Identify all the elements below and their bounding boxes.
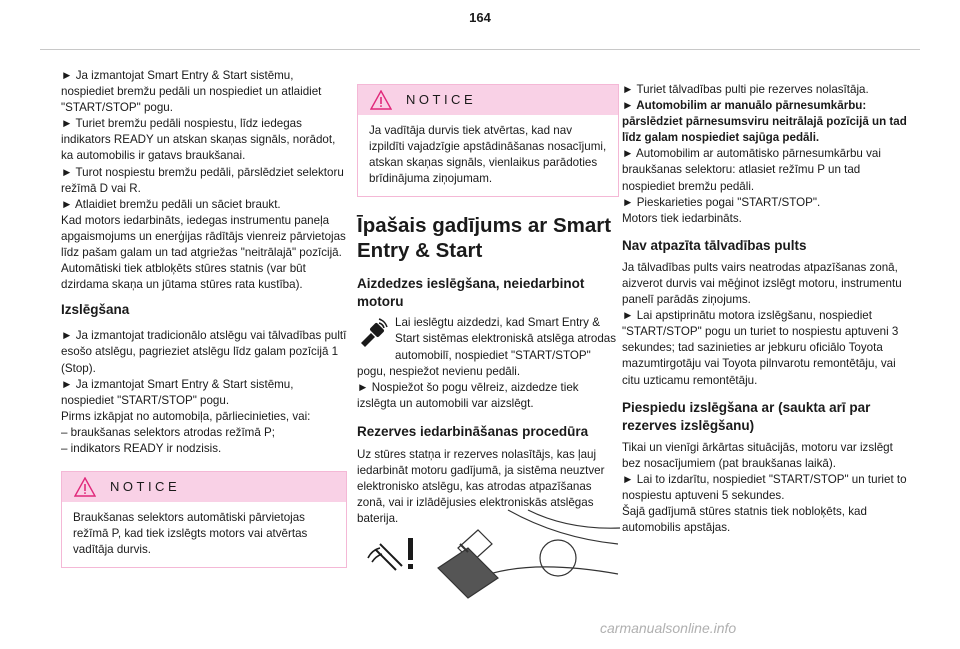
paragraph: ► Atlaidiet bremžu pedāli un sāciet braukt. <box>61 197 281 211</box>
page-number: 164 <box>469 10 491 25</box>
section-heading: Izslēgšana <box>61 302 130 318</box>
column-2 <box>357 84 619 527</box>
key-fob-icon <box>357 317 389 349</box>
subsection-heading: Piespiedu izslēgšana ar (saukta arī par rezerves izslēgšanu) <box>622 399 871 433</box>
subsection-heading: Rezerves iedarbināšanas procedūra <box>357 423 589 439</box>
header-rule <box>40 49 920 50</box>
warning-icon <box>74 477 96 497</box>
paragraph: ► Ja izmantojat Smart Entry & Start sistēmu, nospiediet bremžu pedāli un nospiediet un atlaidiet "START/STOP" pogu. <box>61 69 322 115</box>
paragraph: ► Lai to izdarītu, nospiediet "START/STOP" un turiet to nospiestu aptuveni 5 sekundes. <box>622 472 907 502</box>
paragraph: Kad motors iedarbināts, iedegas instrumentu paneļa apgaismojums un enerģijas rādītājs vienreiz pārvietojas līdz pašam galam un tad atgriežas "neitrālajā" pozīcijā. Automātiski tiek atbloķēts stūres statnis (var būt dzirdama skaņa un jūtama stūres rata kustība). <box>61 213 346 292</box>
column-1 <box>61 68 347 568</box>
paragraph: ► Turiet bremžu pedāli nospiestu, līdz iedegas indikators READY un atskan skaņas signāls, norādot, ka automobilis ir gatavs braukšanai. <box>61 117 336 163</box>
ignition-paragraph <box>357 315 619 379</box>
paragraph: Šajā gadījumā stūres statnis tiek nobloķēts, kad automobilis apstājas. <box>622 504 867 535</box>
subsection-heading: Aizdedzes ieslēgšana, neiedarbinot motoru <box>357 276 585 310</box>
section-title: Īpašais gadījums ar Smart Entry & Start <box>357 214 612 263</box>
remote-warning-icon <box>368 538 413 570</box>
paragraph: ► Lai apstiprinātu motora izslēgšanu, nospiediet "START/STOP" pogu un turiet to nospiestu aptuveni 3 sekundes; tad sazinieties ar jebkuru oficiālo Toyota mazumtirgotāju vai Toyota pilnvarotu remontētāju, vai citu uzticamu remontētāju. <box>622 309 899 387</box>
notice-header <box>62 472 346 502</box>
steering-column-drawing <box>438 510 620 598</box>
paragraph: ► Pieskarieties pogai "START/STOP". <box>622 195 821 209</box>
paragraph: ► Turiet tālvadības pulti pie rezerves nolasītāja. <box>622 83 869 96</box>
notice-title: NOTICE <box>110 479 181 495</box>
paragraph: Motors tiek iedarbināts. <box>622 211 742 225</box>
paragraph: ► Turot nospiestu bremžu pedāli, pārslēdziet selektoru režīmā D vai R. <box>61 165 344 195</box>
notice-text: Braukšanas selektors automātiski pārvietojas režīmā P, kad tiek izslēgts motors vai atvērtas vadītāja durvis. <box>73 511 308 557</box>
paragraph: Lai ieslēgtu aizdedzi, kad Smart Entry & Start sistēmas elektroniskā atslēga atrodas automobilī, nospiediet "START/STOP" pogu, nespiežot nevienu pedāli. <box>357 316 617 378</box>
notice-title: NOTICE <box>406 91 477 107</box>
paragraph: ► Ja izmantojat Smart Entry & Start sistēmu, nospiediet "START/STOP" pogu. <box>61 377 294 407</box>
notice-text: Ja vadītāja durvis tiek atvērtas, kad nav izpildīti vajadzīgie apstādināšanas nosacījumi, atskan skaņas signāls, vienlaikus parādoties brīdinājuma ziņojumam. <box>369 124 607 186</box>
paragraph: – indikators READY ir nodzisis. <box>61 441 222 455</box>
paragraph: Ja tālvadības pults vairs neatrodas atpazīšanas zonā, aizverot durvis vai mēģinot izslēgt motoru, instrumentu panelī parādās ziņojums. <box>622 260 902 307</box>
column-3 <box>622 82 912 536</box>
paragraph: – braukšanas selektors atrodas režīmā P; <box>61 425 275 439</box>
paragraph: ► Automobilim ar manuālo pārnesumkārbu: pārslēdziet pārnesumsviru neitrālajā pozīcijā un tad līdz galam nospiediet sajūga pedāli. <box>622 99 907 145</box>
subsection-heading: Nav atpazīta tālvadības pults <box>622 237 807 253</box>
paragraph: ► Ja izmantojat tradicionālo atslēgu vai tālvadības pultī esošo atslēgu, pagrieziet atslēgu līdz galam pozīcijā 1 (Stop). <box>61 329 347 375</box>
backup-reader-illustration <box>358 508 620 602</box>
paragraph: ► Nospiežot šo pogu vēlreiz, aizdedze tiek izslēgta un automobili var aizslēgt. <box>357 380 579 410</box>
watermark: carmanualsonline.info <box>600 620 737 636</box>
paragraph: Uz stūres statņa ir rezerves nolasītājs, kas ļauj iedarbināt motoru gadījumā, ja sistēma neuztver elektronisko atslēgu, kas atrodas atpazīšanas zonā, vai ir izlādējusies elektroniskās atslēgas baterija. <box>357 447 605 526</box>
warning-icon <box>370 90 392 110</box>
paragraph: Pirms izkāpjat no automobiļa, pārliecinieties, vai: <box>61 409 311 423</box>
paragraph: Tikai un vienīgi ārkārtas situācijās, motoru var izslēgt bez nosacījumiem (pat braukšanas laikā). <box>622 440 893 470</box>
notice-box <box>357 84 619 197</box>
notice-header <box>358 85 618 115</box>
paragraph: ► Automobilim ar automātisko pārnesumkārbu vai braukšanas selektoru: atlasiet režīmu P un tad nospiediet bremžu pedāli. <box>622 147 881 193</box>
notice-box <box>61 471 347 568</box>
